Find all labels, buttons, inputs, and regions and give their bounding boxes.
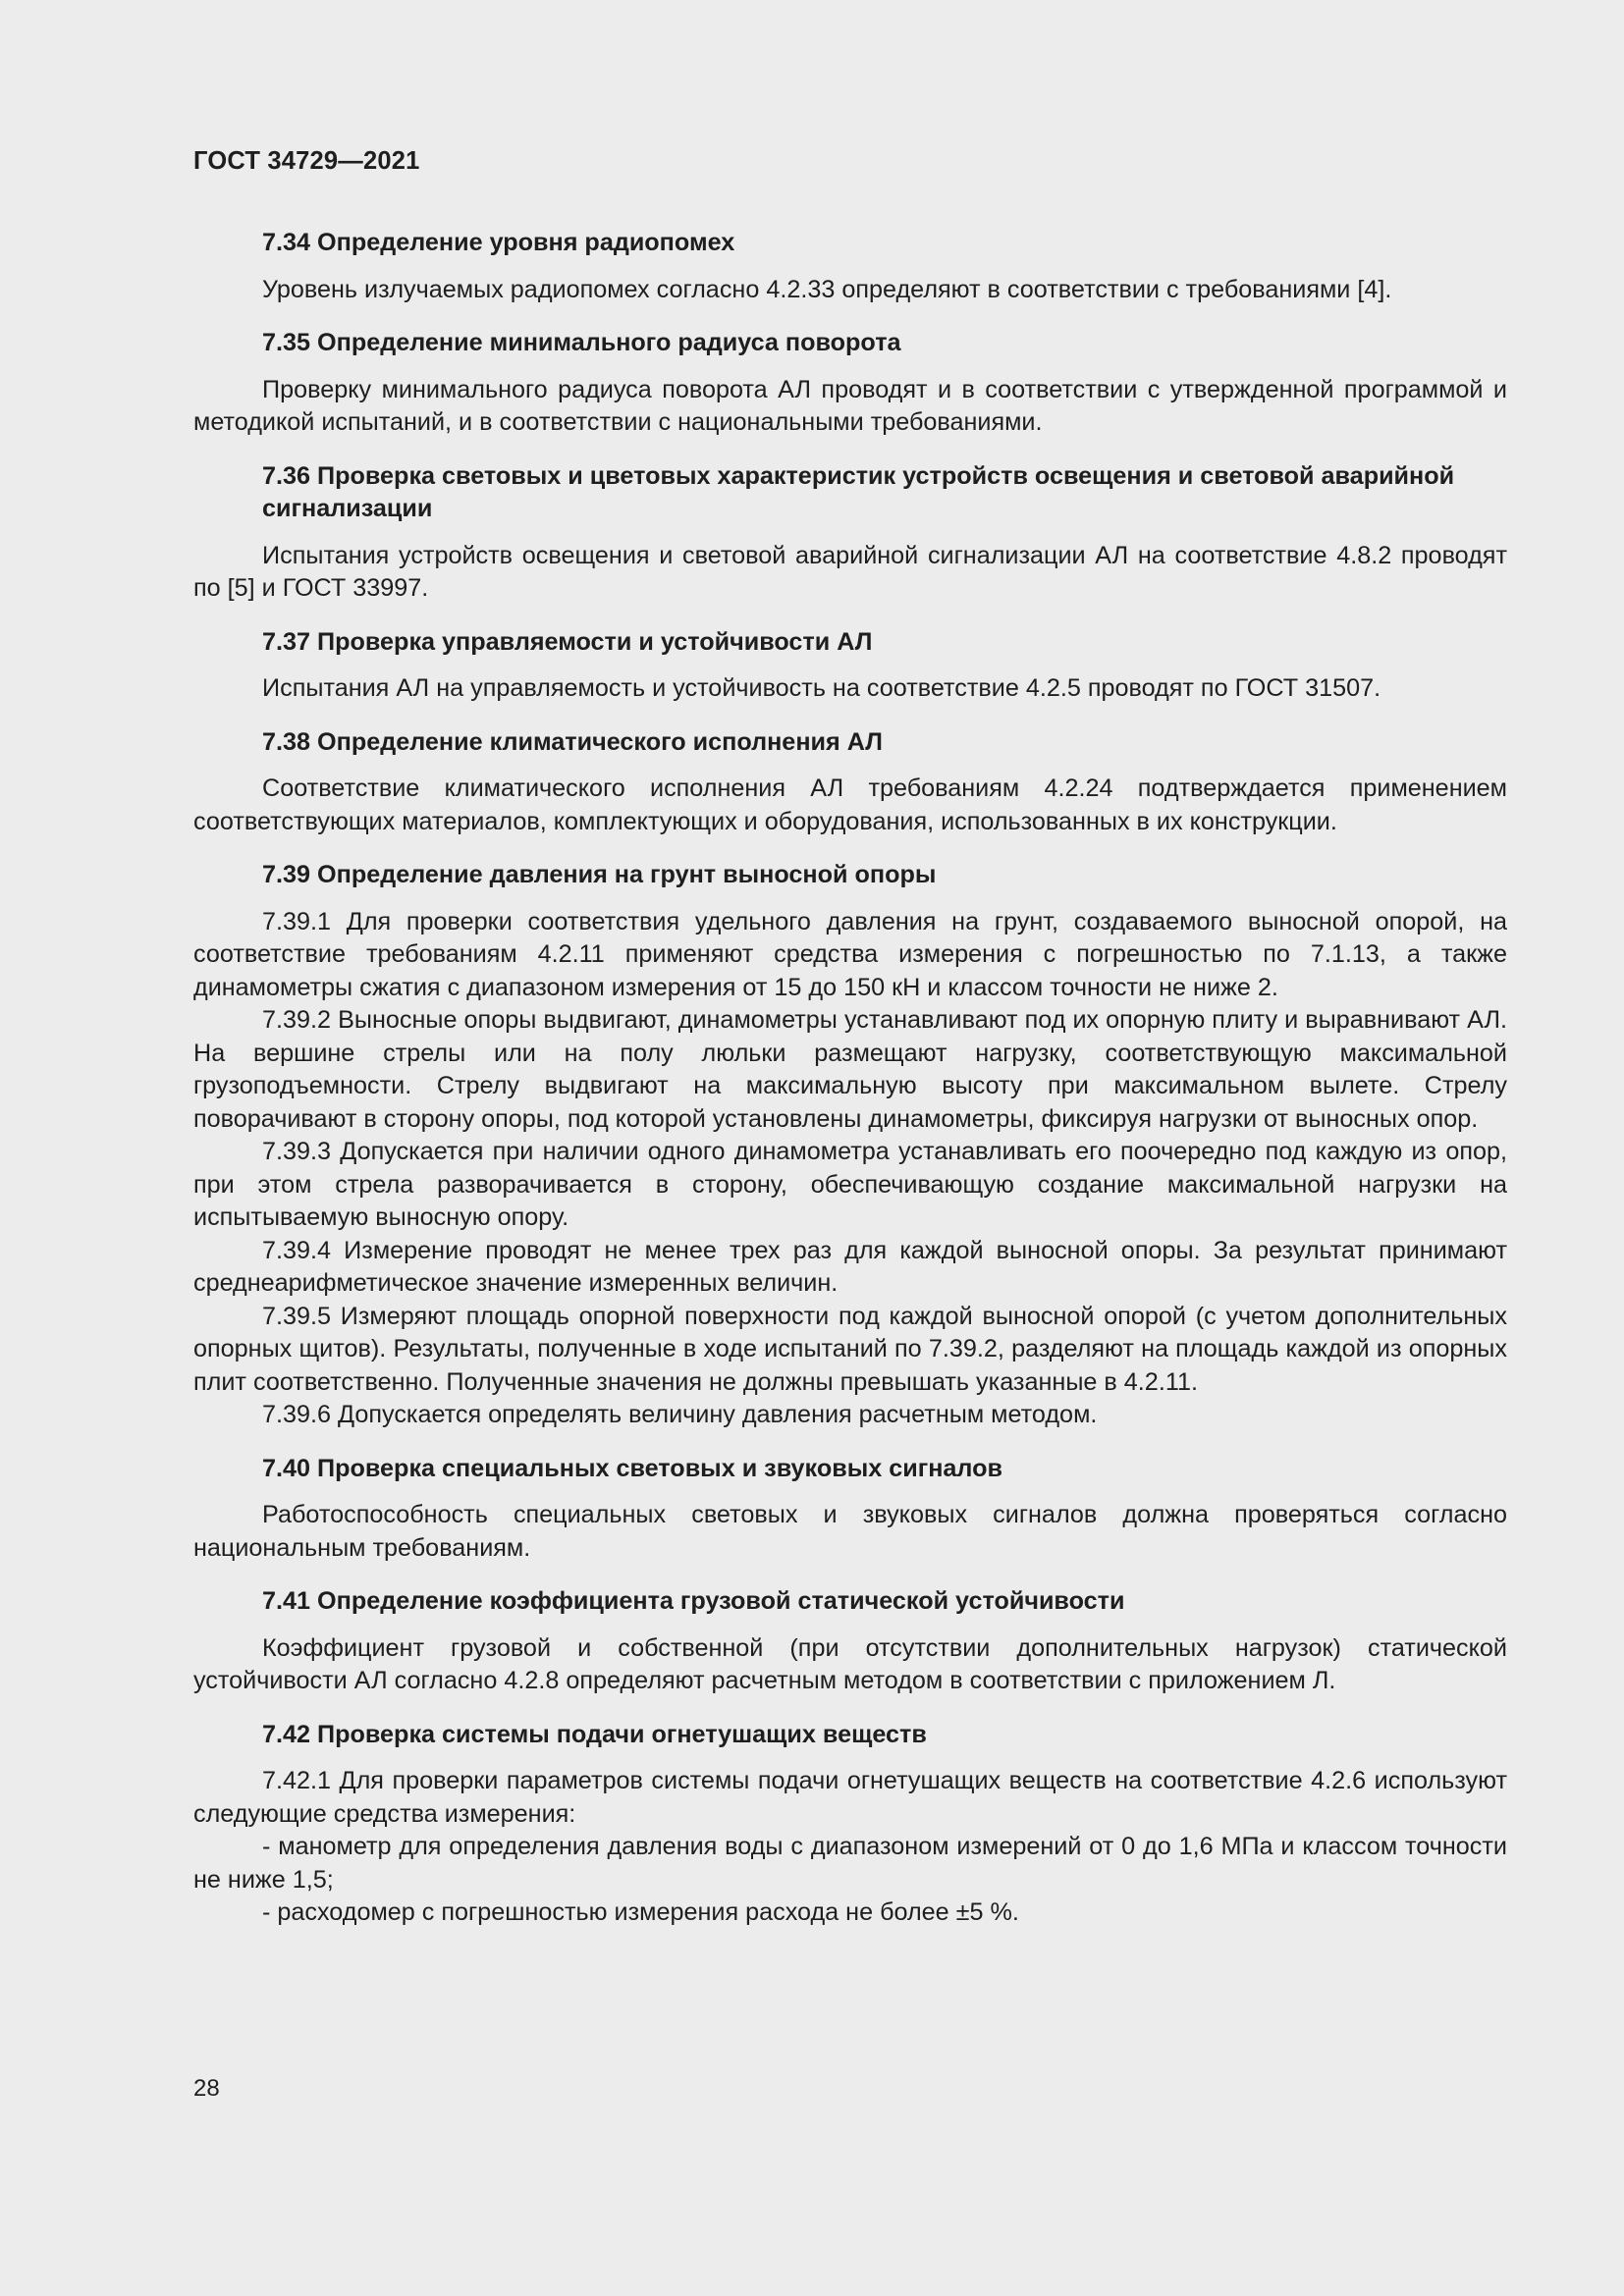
document-page — [193, 0, 1507, 2296]
paragraph: 7.39.5 Измеряют площадь опорной поверхности под каждой выносной опорой (с учетом дополнительных опорных щитов). Результаты, полученные в ходе испытаний по 7.39.2, разделяют на площадь каждой из опорных плит соответственно. Полученные значения не должны превышать указанные в 4.2.11. — [193, 1302, 1507, 1396]
list-item: - манометр для определения давления воды с диапазоном измерений от 0 до 1,6 МПа и классом точности не ниже 1,5; — [193, 1833, 1507, 1894]
section-title: 7.37 Проверка управляемости и устойчивости АЛ — [262, 627, 873, 656]
paragraph: Испытания устройств освещения и световой аварийной сигнализации АЛ на соответствие 4.8.2 проводят по [5] и ГОСТ 33997. — [193, 541, 1507, 602]
list-item: - расходомер с погрешностью измерения расхода не более ±5 %. — [262, 1898, 1019, 1926]
section-7-34 — [193, 227, 1507, 306]
section-7-39 — [193, 859, 1507, 1432]
section-7-36 — [193, 460, 1507, 606]
section-7-38 — [193, 726, 1507, 839]
standard-header: ГОСТ 34729—2021 — [193, 147, 420, 175]
paragraph: 7.39.3 Допускается при наличии одного динамометра устанавливать его поочередно под каждую из опор, при этом стрела разворачивается в сторону, обеспечивающую создание максимальной нагрузки на испытываемую выносную опору. — [193, 1138, 1507, 1231]
paragraph: Работоспособность специальных световых и звуковых сигналов должна проверяться согласно национальным требованиям. — [193, 1501, 1507, 1562]
paragraph: Уровень излучаемых радиопомех согласно 4.2.33 определяют в соответствии с требованиями [4]. — [262, 275, 1392, 303]
section-title: 7.36 Проверка световых и цветовых характеристик устройств освещения и световой аварийной сигнализации — [262, 461, 1455, 522]
section-7-40 — [193, 1453, 1507, 1566]
section-title: 7.34 Определение уровня радиопомех — [262, 229, 735, 256]
paragraph: 7.39.4 Измерение проводят не менее трех раз для каждой выносной опоры. За результат принимают среднеарифметическое значение измеренных величин. — [193, 1236, 1507, 1297]
paragraph: Коэффициент грузовой и собственной (при отсутствии дополнительных нагрузок) статической устойчивости АЛ согласно 4.2.8 определяют расчетным методом в соответствии с приложением Л. — [193, 1633, 1507, 1694]
paragraph: 7.42.1 Для проверки параметров системы подачи огнетушащих веществ на соответствие 4.2.6 используют следующие средства измерения: — [193, 1767, 1507, 1828]
section-title: 7.41 Определение коэффициента грузовой статической устойчивости — [262, 1587, 1125, 1615]
section-7-42 — [193, 1719, 1507, 1930]
section-title: 7.35 Определение минимального радиуса поворота — [262, 329, 901, 356]
section-title: 7.38 Определение климатического исполнения АЛ — [262, 727, 883, 756]
section-7-41 — [193, 1585, 1507, 1698]
page-number: 28 — [193, 2075, 220, 2102]
paragraph: Проверку минимального радиуса поворота АЛ проводят и в соответствии с утвержденной программой и методикой испытаний, и в соответствии с национальными требованиями. — [193, 375, 1507, 436]
document-body — [193, 227, 1507, 1950]
paragraph: 7.39.2 Выносные опоры выдвигают, динамометры устанавливают под их опорную плиту и выравнивают АЛ. На вершине стрелы или на полу люльки размещают нагрузку, соответствующую максимальной грузоподъемности. Стрелу выдвигают на максимальную высоту при максимальном вылете. Стрелу поворачивают в сторону опоры, под которой установлены динамометры, фиксируя нагрузки от выносных опор. — [193, 1006, 1507, 1133]
paragraph: 7.39.6 Допускается определять величину давления расчетным методом. — [262, 1401, 1098, 1428]
section-title: 7.42 Проверка системы подачи огнетушащих веществ — [262, 1720, 927, 1748]
paragraph: Испытания АЛ на управляемость и устойчивость на соответствие 4.2.5 проводят по ГОСТ 31507. — [262, 674, 1381, 702]
section-title: 7.39 Определение давления на грунт выносной опоры — [262, 861, 937, 888]
section-title: 7.40 Проверка специальных световых и звуковых сигналов — [262, 1454, 1002, 1482]
section-7-35 — [193, 327, 1507, 440]
paragraph: 7.39.1 Для проверки соответствия удельного давления на грунт, создаваемого выносной опорой, на соответствие требованиям 4.2.11 применяют средства измерения с погрешностью по 7.1.13, а также динамометры сжатия с диапазоном измерения от 15 до 150 кН и классом точности не ниже 2. — [193, 907, 1507, 1001]
section-7-37 — [193, 626, 1507, 706]
paragraph: Соответствие климатического исполнения АЛ требованиям 4.2.24 подтверждается применением соответствующих материалов, комплектующих и оборудования, использованных в их конструкции. — [193, 774, 1507, 835]
